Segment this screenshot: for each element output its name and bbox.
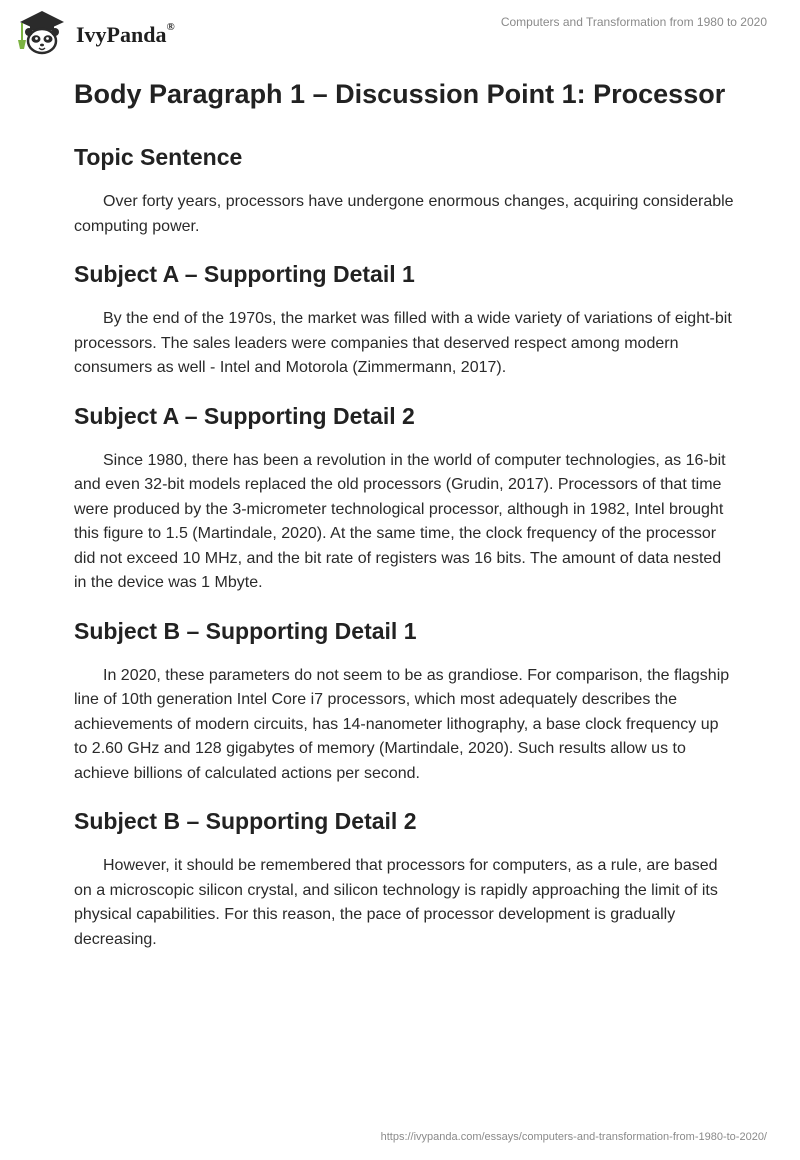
ivypanda-logo[interactable] bbox=[14, 8, 175, 58]
section-text-topic-sentence: Over forty years, processors have undergone enormous changes, acquiring considerable computing power. bbox=[74, 193, 734, 235]
section-title-subject-b-detail-2: Subject B – Supporting Detail 2 bbox=[74, 808, 417, 834]
panda-graduate-icon bbox=[14, 8, 70, 58]
brand-name: IvyPanda® bbox=[76, 20, 175, 47]
section-title-subject-a-detail-2: Subject A – Supporting Detail 2 bbox=[74, 402, 415, 429]
section-text-subject-b-detail-1: In 2020, these parameters do not seem to be as grandiose. For comparison, the flagship line of 10th generation Intel Core i7 processors, which most adequately describes the achievements of modern circuits, has 14-nanometer lithography, a base clock frequency up to 2.60 GHz and 128 gigabytes of memory (Martindale, 2020). Such results allow us to achieve billions of calculated actions per second. bbox=[74, 666, 730, 782]
section-title-subject-a-detail-1: Subject A – Supporting Detail 1 bbox=[74, 261, 415, 287]
section-text-subject-a-detail-2: Since 1980, there has been a revolution in the world of computer technologies, as 16-bit and even 32-bit models replaced the old processors (Grudin, 2017). Processors of that time were produced by the 3-micrometer technological processor, although in 1982, Intel brought this figure to 1.5 (Martindale, 2020). At the same time, the clock frequency of the processor did not exceed 10 MHz, and the bit rate of registers was 16 bits. The amount of data nested in the device was 1 Mbyte. bbox=[74, 451, 726, 591]
page-title: Body Paragraph 1 – Discussion Point 1: Processor bbox=[74, 79, 726, 109]
section-title-topic-sentence: Topic Sentence bbox=[74, 144, 243, 170]
essay-content bbox=[74, 70, 734, 952]
section-text-subject-b-detail-2: However, it should be remembered that processors for computers, as a rule, are based on a microscopic silicon crystal, and silicon technology is rapidly approaching the limit of its physical capabilities. For this reason, the pace of processor development is gradually decreasing. bbox=[74, 857, 718, 948]
section-title-subject-b-detail-1: Subject B – Supporting Detail 1 bbox=[74, 617, 417, 644]
section-text-subject-a-detail-1: By the end of the 1970s, the market was filled with a wide variety of variations of eight-bit processors. The sales leaders were companies that deserved respect among modern consumers as well - Intel and Motorola (Zimmermann, 2017). bbox=[74, 310, 732, 376]
source-url-link[interactable]: https://ivypanda.com/essays/computers-and-transformation-from-1980-to-2020/ bbox=[380, 1131, 767, 1143]
page-header bbox=[0, 0, 800, 70]
document-title: Computers and Transformation from 1980 to 2020 bbox=[500, 15, 767, 29]
